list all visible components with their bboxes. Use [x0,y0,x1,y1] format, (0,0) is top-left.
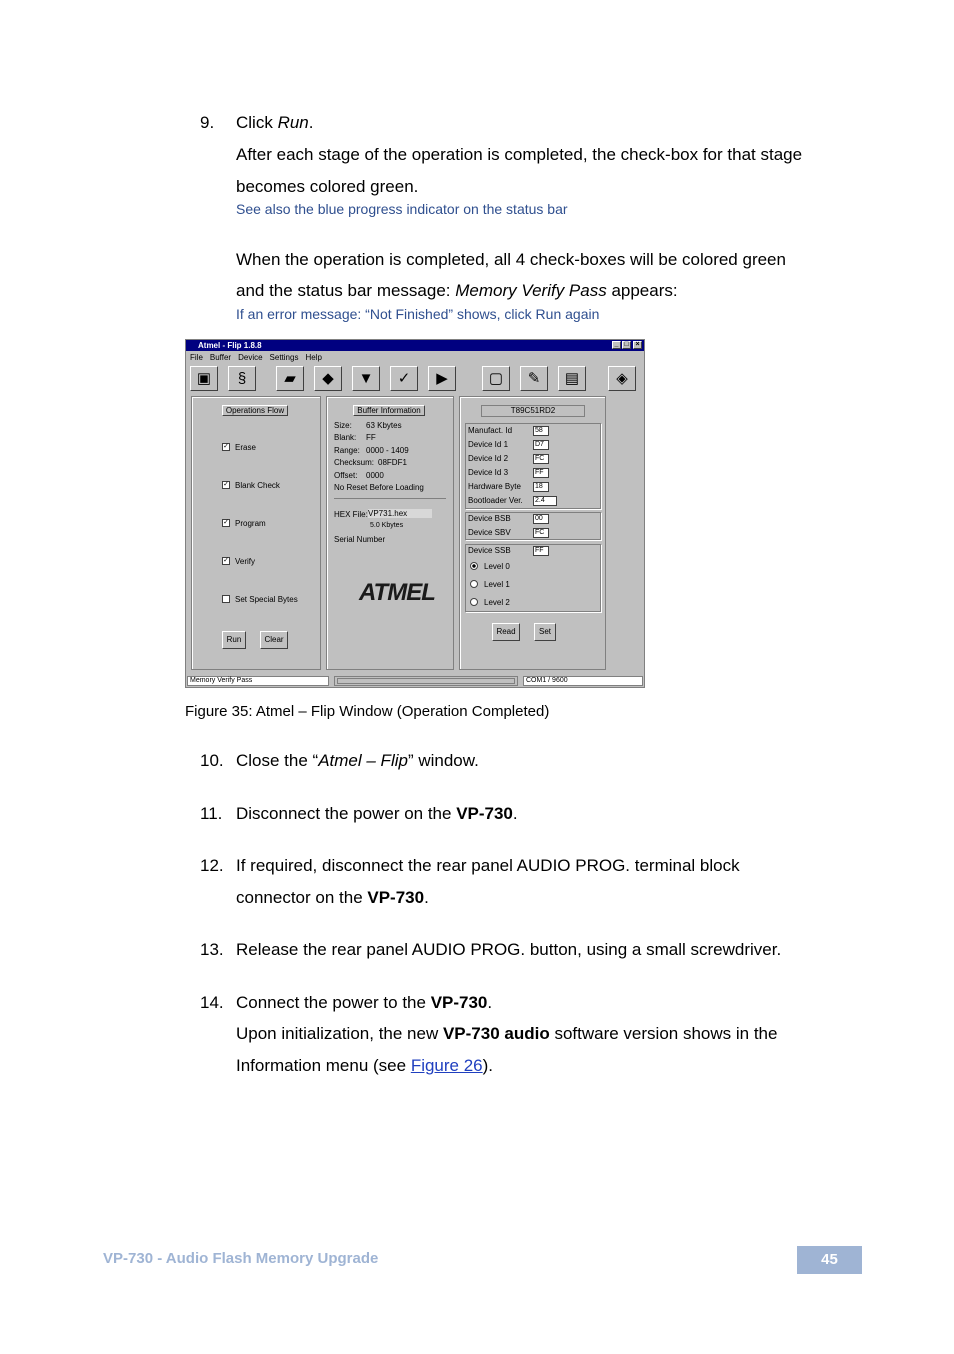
operations-panel [191,396,321,670]
offset-key: Offset: [334,471,358,480]
flip-window [185,339,645,688]
chip-erase-icon[interactable]: ▣ [190,366,218,391]
buffer-options-icon[interactable]: ▤ [558,366,586,391]
progress-fill [337,678,515,684]
blank-check-label: Blank Check [235,481,280,490]
range-key: Range: [334,446,360,455]
checksum-value: 08FDF1 [378,458,407,467]
chip-select-icon[interactable]: § [228,366,256,391]
step-number: 11. [200,804,223,823]
com-port: COM1 / 9600 [523,676,643,686]
device-id1-field: D7 [533,440,549,450]
level-2-radio[interactable] [470,598,478,606]
step-number: 14. [200,993,224,1012]
blank-key: Blank: [334,433,357,442]
status-message: Memory Verify Pass [187,676,329,686]
step-9-line4: When the operation is completed, all 4 check-boxes will be colored green [236,250,786,269]
hex-file-key: HEX File: [334,510,368,519]
device-id1-label: Device Id 1 [468,440,509,449]
note-progress: See also the blue progress indicator on the status bar [236,201,568,217]
hardware-byte-field: 18 [533,482,549,492]
bootloader-ver-field: 2.4 [533,496,557,506]
step-10-text: Close the “Atmel – Flip” window. [236,751,479,770]
step-12-line1: If required, disconnect the rear panel AUDIO PROG. terminal block [236,856,740,875]
menu-help[interactable]: Help [305,353,322,362]
step-9-line3: becomes colored green. [236,177,419,196]
step-9-line5: and the status bar message: Memory Verify Pass appears: [236,281,678,300]
close-icon[interactable]: × [633,341,642,349]
program-verify-icon[interactable]: ▶ [428,366,456,391]
verify-icon[interactable]: ✓ [390,366,418,391]
step-number: 12. [200,856,224,875]
help-book-icon[interactable]: ◈ [608,366,636,391]
set-special-bytes-label: Set Special Bytes [235,595,298,604]
manufact-id-field: 58 [533,426,549,436]
device-sbv-label: Device SBV [468,528,511,537]
program-checkbox[interactable]: ✓ [223,519,229,526]
device-id3-label: Device Id 3 [468,468,509,477]
verify-checkbox[interactable]: ✓ [223,557,229,564]
level-0-label: Level 0 [484,562,510,571]
new-buffer-icon[interactable]: ▢ [482,366,510,391]
manufact-id-label: Manufact. Id [468,426,513,435]
menu-file[interactable]: File [190,353,203,362]
device-bsb-label: Device BSB [468,514,511,523]
page-number: 45 [797,1246,862,1274]
device-id2-field: FC [533,454,549,464]
operations-flow-header: Operations Flow [222,405,288,416]
reset-option[interactable]: No Reset Before Loading [334,483,424,492]
hex-file-value: VP731.hex [368,509,432,518]
clear-button[interactable]: Clear [260,631,288,649]
menu-buffer[interactable]: Buffer [209,353,232,362]
device-bsb-field[interactable]: 00 [533,514,549,524]
note-error: If an error message: “Not Finished” shows, click Run again [236,306,600,322]
device-panel [459,396,606,670]
step-12-line2: connector on the VP-730. [236,888,429,907]
window-title: Atmel - Flip 1.8.8 [198,341,262,350]
checksum-key: Checksum: [334,458,375,467]
run-button[interactable]: Run [222,631,246,649]
device-ssb-label: Device SSB [468,546,511,555]
program-icon[interactable]: ▼ [352,366,380,391]
step-13-text: Release the rear panel AUDIO PROG. button, using a small screwdriver. [236,940,782,959]
set-button[interactable]: Set [534,623,556,641]
erase-checkbox[interactable]: ✓ [223,443,229,450]
size-key: Size: [334,421,352,430]
set-special-bytes-checkbox[interactable] [222,595,230,603]
erase-label: Erase [235,443,256,452]
offset-value: 0000 [366,471,384,480]
range-value: 0000 - 1409 [366,446,409,455]
buffer-information-header: Buffer Information [353,405,425,416]
load-hex-icon[interactable]: ▰ [276,366,304,391]
minimize-icon[interactable]: _ [612,341,621,349]
blank-check-icon[interactable]: ◆ [314,366,342,391]
footer-title: VP-730 - Audio Flash Memory Upgrade [103,1250,379,1267]
step-number: 9. [200,113,215,132]
read-button[interactable]: Read [492,623,520,641]
step-14-line3: Information menu (see Figure 26). [236,1056,494,1075]
maximize-icon[interactable]: □ [622,341,631,349]
progress-bar [334,676,518,686]
level-1-radio[interactable] [470,580,478,588]
device-sbv-field[interactable]: FC [533,528,549,538]
step-number: 10. [200,751,224,770]
figure-caption: Figure 35: Atmel – Flip Window (Operation Completed) [185,703,550,720]
hex-file-size: 5.0 Kbytes [370,522,404,529]
menu-settings[interactable]: Settings [269,353,299,362]
step-14-line1: Connect the power to the VP-730. [236,993,493,1012]
device-id3-field: FF [533,468,549,478]
step-14-line2: Upon initialization, the new VP-730 audio software version shows in the [236,1024,778,1043]
atmel-logo: ATMEL [359,579,435,606]
level-2-label: Level 2 [484,598,510,607]
window-titlebar [186,340,644,351]
program-label: Program [235,519,266,528]
step-11-text: Disconnect the power on the VP-730. [236,804,518,823]
level-1-label: Level 1 [484,580,510,589]
step-9-text: Click Run. [236,113,314,132]
bootloader-ver-label: Bootloader Ver. [468,496,523,505]
verify-label: Verify [235,557,256,566]
level-0-radio[interactable] [470,562,478,570]
menu-device[interactable]: Device [238,353,263,362]
serial-number-label: Serial Number [334,535,386,544]
edit-buffer-icon[interactable]: ✎ [520,366,548,391]
size-value: 63 Kbytes [366,421,402,430]
figure-26-link[interactable]: Figure 26 [410,1056,483,1075]
divider [334,498,446,499]
device-name: T89C51RD2 [481,405,585,417]
buffer-panel [326,396,454,670]
device-ssb-field: FF [533,546,549,556]
device-id2-label: Device Id 2 [468,454,509,463]
blank-value: FF [366,433,376,442]
blank-check-checkbox[interactable]: ✓ [223,481,229,488]
menu-bar [186,352,644,363]
step-9-line2: After each stage of the operation is completed, the check-box for that stage [236,145,803,164]
hardware-byte-label: Hardware Byte [468,482,521,491]
status-bar [186,675,644,687]
step-number: 13. [200,940,224,959]
